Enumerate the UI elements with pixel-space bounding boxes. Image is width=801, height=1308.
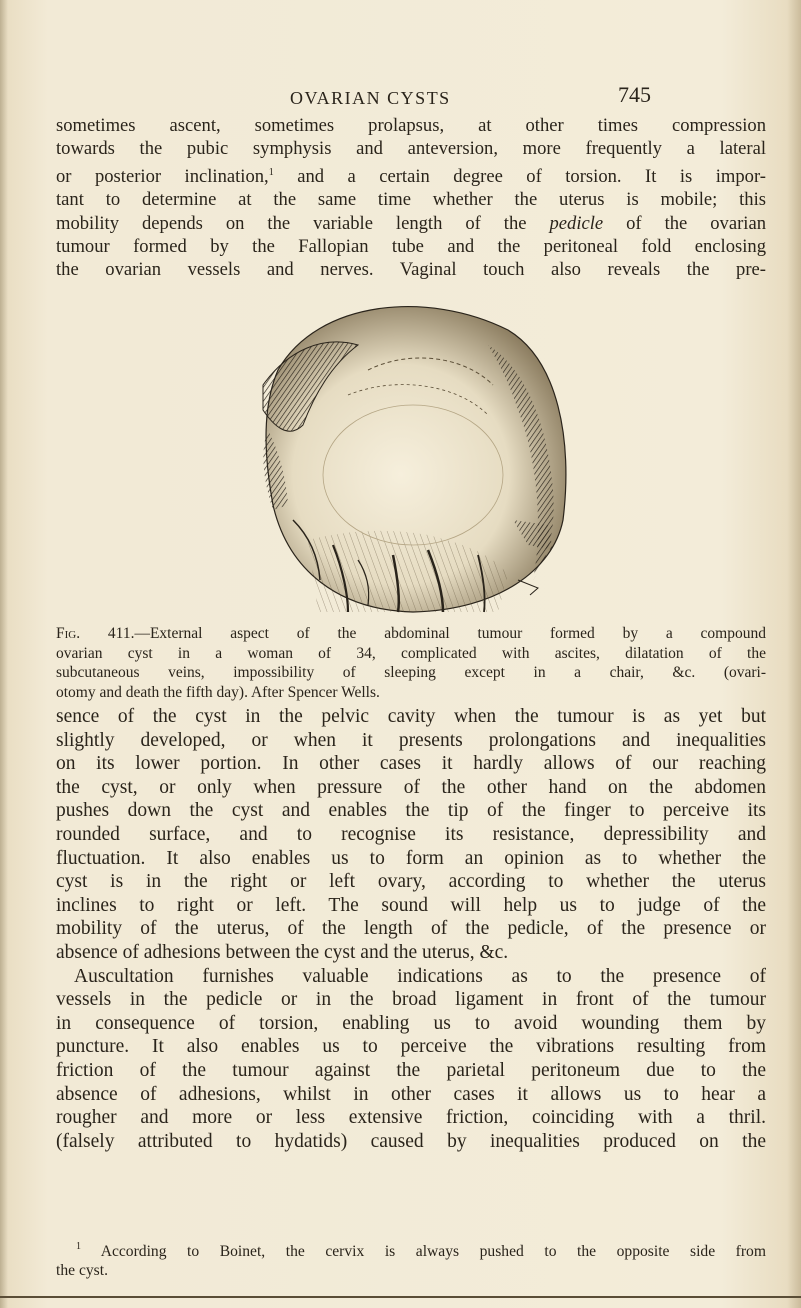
footnote-marker: 1 xyxy=(76,1241,81,1252)
text-line xyxy=(56,161,766,188)
text-segment: and a certain degree of torsion. It is impor- xyxy=(297,165,766,187)
text-line: on its lower portion. In other cases it hardly allows of our reaching xyxy=(56,753,766,775)
italic-term: pedicle xyxy=(549,212,604,234)
figure-caption xyxy=(56,624,766,702)
footnote-text: According to Boinet, the cervix is always pushed to the opposite side from xyxy=(100,1243,766,1260)
text-line: in consequence of torsion, enabling us to avoid wounding them by xyxy=(56,1012,766,1034)
footnote-reference: 1 xyxy=(268,166,274,178)
text-line: sometimes ascent, sometimes prolapsus, at other times compression xyxy=(56,115,766,136)
text-line: the cyst, or only when pressure of the other hand on the abdomen xyxy=(56,776,766,798)
text-line: absence of adhesions, whilst in other cases it allows us to hear a xyxy=(56,1083,766,1105)
footnote-line: the cyst. xyxy=(56,1262,108,1279)
text-line: friction of the tumour against the parietal peritoneum due to the xyxy=(56,1059,766,1081)
text-line: cyst is in the right or left ovary, according to whether the uterus xyxy=(56,871,766,893)
text-line: puncture. It also enables us to perceive the vibrations resulting from xyxy=(56,1036,766,1058)
text-line xyxy=(56,212,766,235)
text-line: rougher and more or less extensive friction, coinciding with a thril. xyxy=(56,1107,766,1129)
text-segment: of the ovarian xyxy=(626,212,766,234)
paragraph-top xyxy=(56,114,766,282)
text-line: mobility of the uterus, of the length of the pedicle, of the presence or xyxy=(56,918,766,940)
page-edge-shadow xyxy=(787,0,801,1308)
caption-text: —External aspect of the abdominal tumour formed by a compound xyxy=(134,625,766,642)
text-line: tumour formed by the Fallopian tube and the peritoneal fold enclosing xyxy=(56,236,766,258)
footnote xyxy=(56,1237,766,1280)
running-head xyxy=(0,82,801,110)
text-line: rounded surface, and to recognise its resistance, depressibility and xyxy=(56,823,766,845)
text-line: pushes down the cyst and enables the tip of the finger to perceive its xyxy=(56,800,766,822)
paragraph-main xyxy=(56,705,766,1153)
caption-line xyxy=(56,624,766,644)
caption-line: subcutaneous veins, impossibility of sleeping except in a chair, &c. (ovari- xyxy=(56,664,766,681)
caption-line: otomy and death the fifth day). After Spencer Wells. xyxy=(56,683,380,701)
text-line: inclines to right or left. The sound will help us to judge of the xyxy=(56,894,766,916)
text-line: vessels in the pedicle or in the broad ligament in front of the tumour xyxy=(56,989,766,1011)
page-gutter-shadow xyxy=(0,0,8,1308)
footnote-line xyxy=(56,1237,766,1261)
figure-label: Fig. 411. xyxy=(56,625,135,642)
text-line: fluctuation. It also enables us to form an opinion as to whether the xyxy=(56,847,766,869)
page-bottom-edge xyxy=(0,1296,801,1298)
running-title: OVARIAN CYSTS xyxy=(290,88,451,108)
text-line: slightly developed, or when it presents prolongations and inequalities xyxy=(56,729,766,751)
text-line: tant to determine at the same time whether the uterus is mobile; this xyxy=(56,189,766,211)
text-line: the ovarian vessels and nerves. Vaginal touch also reveals the pre- xyxy=(56,259,766,281)
page-number: 745 xyxy=(618,82,651,107)
caption-line: ovarian cyst in a woman of 34, complicated with ascites, dilatation of the xyxy=(56,644,766,662)
text-line: towards the pubic symphysis and anteversion, more frequently a lateral xyxy=(56,138,766,160)
text-segment: or posterior inclination, xyxy=(56,165,269,187)
text-line: absence of adhesions between the cyst and the uterus, &c. xyxy=(56,941,509,963)
text-line: Auscultation furnishes valuable indications as to the presence of xyxy=(74,965,766,987)
text-segment: mobility depends on the variable length of the xyxy=(56,212,527,234)
text-line: sence of the cyst in the pelvic cavity when the tumour is as yet but xyxy=(56,706,766,727)
engraving-illustration xyxy=(248,290,578,620)
text-line: (falsely attributed to hydatids) caused by inequalities produced on the xyxy=(56,1130,766,1152)
